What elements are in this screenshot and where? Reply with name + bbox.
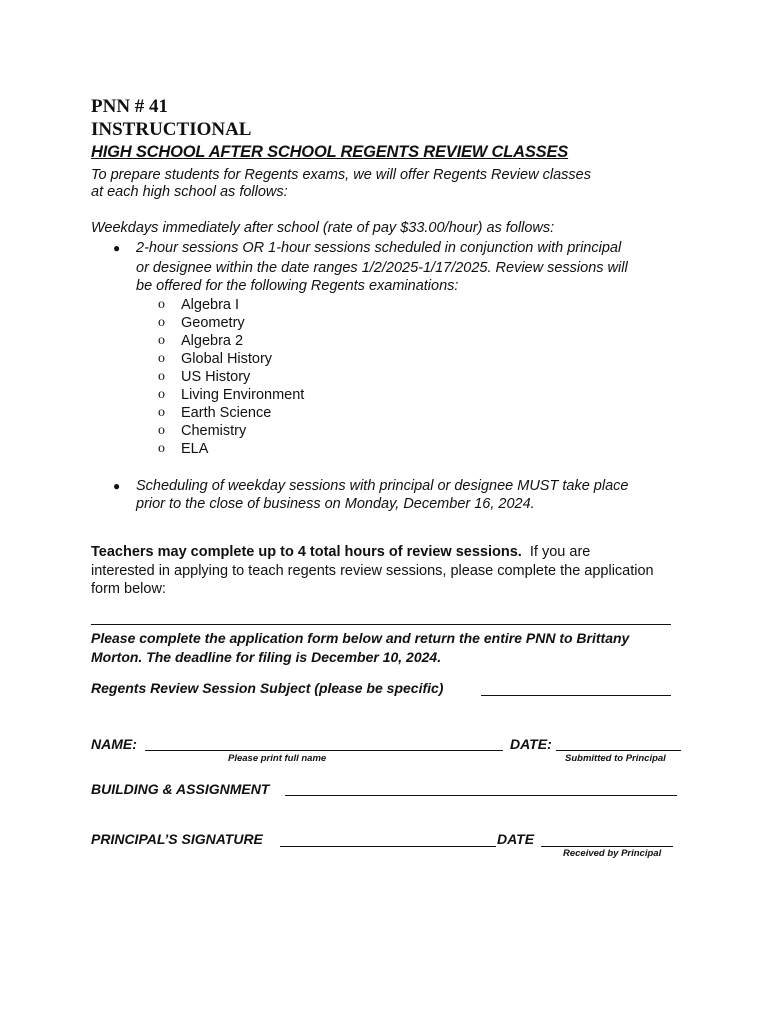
date-note: Submitted to Principal: [565, 753, 666, 764]
teachers-line-1: [91, 543, 590, 561]
list-marker: o: [158, 369, 165, 384]
intro-line-2: at each high school as follows:: [91, 184, 288, 200]
bullet1-line-3: be offered for the following Regents examinations:: [136, 278, 459, 294]
intro-line-1: To prepare students for Regents exams, we will offer Regents Review classes: [91, 167, 591, 183]
divider-line: [91, 624, 671, 625]
name-note: Please print full name: [228, 753, 327, 764]
pnn-category: INSTRUCTIONAL: [91, 119, 252, 140]
name-label: NAME:: [91, 736, 137, 752]
bullet1-line-2: or designee within the date ranges 1/2/2025-1/17/2025. Review sessions will: [136, 260, 628, 276]
subject-item: Algebra 2: [181, 333, 244, 349]
subject-item: US History: [181, 369, 251, 385]
teachers-line-3: form below:: [91, 581, 166, 597]
bullet-icon: ●: [113, 479, 121, 493]
subject-item: Algebra I: [181, 297, 240, 313]
date-input-line[interactable]: [556, 750, 681, 751]
page-title: HIGH SCHOOL AFTER SCHOOL REGENTS REVIEW CLASSES: [91, 143, 569, 161]
list-marker: o: [158, 315, 165, 330]
subject-item: Geometry: [181, 315, 245, 331]
building-input-line[interactable]: [285, 795, 677, 796]
sig-date-note: Received by Principal: [563, 848, 662, 859]
signature-label: PRINCIPAL’S SIGNATURE: [91, 831, 263, 847]
name-input-line[interactable]: [145, 750, 503, 751]
list-marker: o: [158, 441, 165, 456]
signature-input-line[interactable]: [280, 846, 496, 847]
sig-date-input-line[interactable]: [541, 846, 673, 847]
application-line-2: Morton. The deadline for filing is December 10, 2024.: [91, 649, 442, 665]
list-marker: o: [158, 351, 165, 366]
application-line-1: Please complete the application form below and return the entire PNN to Brittany: [91, 630, 630, 646]
subject-item: Living Environment: [181, 387, 305, 403]
sig-date-label: DATE: [497, 831, 535, 847]
bullet2-line-2: prior to the close of business on Monday, December 16, 2024.: [136, 496, 535, 512]
bullet2-line-1: Scheduling of weekday sessions with principal or designee MUST take place: [136, 478, 629, 494]
list-marker: o: [158, 333, 165, 348]
building-label: BUILDING & ASSIGNMENT: [91, 781, 270, 797]
teachers-bold: Teachers may complete up to 4 total hours of review sessions.: [91, 544, 522, 560]
teachers-line-2: interested in applying to teach regents review sessions, please complete the application: [91, 563, 654, 579]
date-label: DATE:: [510, 736, 552, 752]
pnn-number: PNN # 41: [91, 96, 169, 117]
bullet1-line-1: 2-hour sessions OR 1-hour sessions scheduled in conjunction with principal: [136, 240, 622, 256]
bullet-icon: ●: [113, 241, 121, 255]
teachers-rest: If you are: [529, 544, 591, 560]
weekdays-line: Weekdays immediately after school (rate of pay $33.00/hour) as follows:: [91, 220, 555, 236]
list-marker: o: [158, 423, 165, 438]
list-marker: o: [158, 405, 165, 420]
subject-label: Regents Review Session Subject (please be specific): [91, 680, 444, 696]
list-marker: o: [158, 387, 165, 402]
subject-item: Chemistry: [181, 423, 247, 439]
subject-item: ELA: [181, 441, 209, 457]
subject-item: Earth Science: [181, 405, 272, 421]
subject-item: Global History: [181, 351, 273, 367]
subject-input-line[interactable]: [481, 695, 671, 696]
list-marker: o: [158, 297, 165, 312]
